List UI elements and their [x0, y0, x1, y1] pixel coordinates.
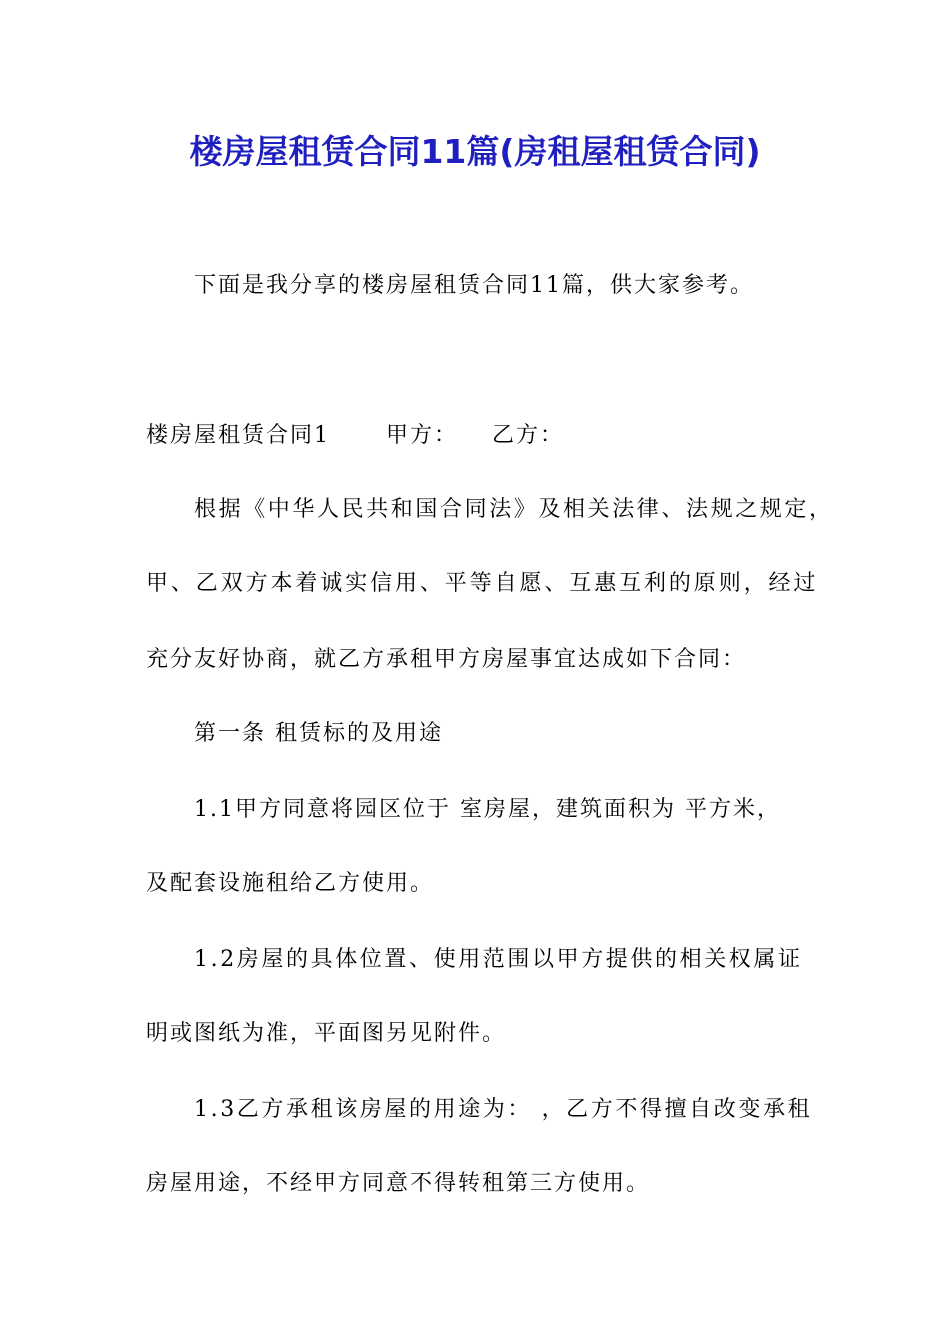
clause-line: 明或图纸为准，平面图另见附件。	[146, 1021, 507, 1046]
clause-line: 1.2房屋的具体位置、使用范围以甲方提供的相关权属证	[194, 947, 803, 972]
party-a-label: 甲方：	[386, 423, 459, 448]
contract-header	[146, 420, 564, 452]
clause-line: 1.3乙方承租该房屋的用途为： ，乙方不得擅自改变承租	[194, 1097, 813, 1122]
section-heading: 第一条 租赁标的及用途	[194, 721, 443, 746]
intro-paragraph: 下面是我分享的楼房屋租赁合同11篇，供大家参考。	[194, 273, 754, 298]
party-b-label: 乙方：	[492, 423, 565, 448]
document-title: 楼房屋租赁合同11篇(房租屋租赁合同)	[189, 132, 761, 171]
body-line: 甲、乙双方本着诚实信用、平等自愿、互惠互利的原则，经过	[146, 571, 819, 596]
clause-line: 房屋用途，不经甲方同意不得转租第三方使用。	[146, 1171, 651, 1196]
body-line: 充分友好协商，就乙方承租甲方房屋事宜达成如下合同：	[146, 647, 747, 672]
clause-line: 1.1甲方同意将园区位于 室房屋，建筑面积为 平方米，	[194, 797, 781, 822]
body-line: 根据《中华人民共和国合同法》及相关法律、法规之规定，	[194, 497, 834, 522]
contract-name: 楼房屋租赁合同1	[146, 423, 330, 448]
clause-line: 及配套设施租给乙方使用。	[146, 871, 435, 896]
